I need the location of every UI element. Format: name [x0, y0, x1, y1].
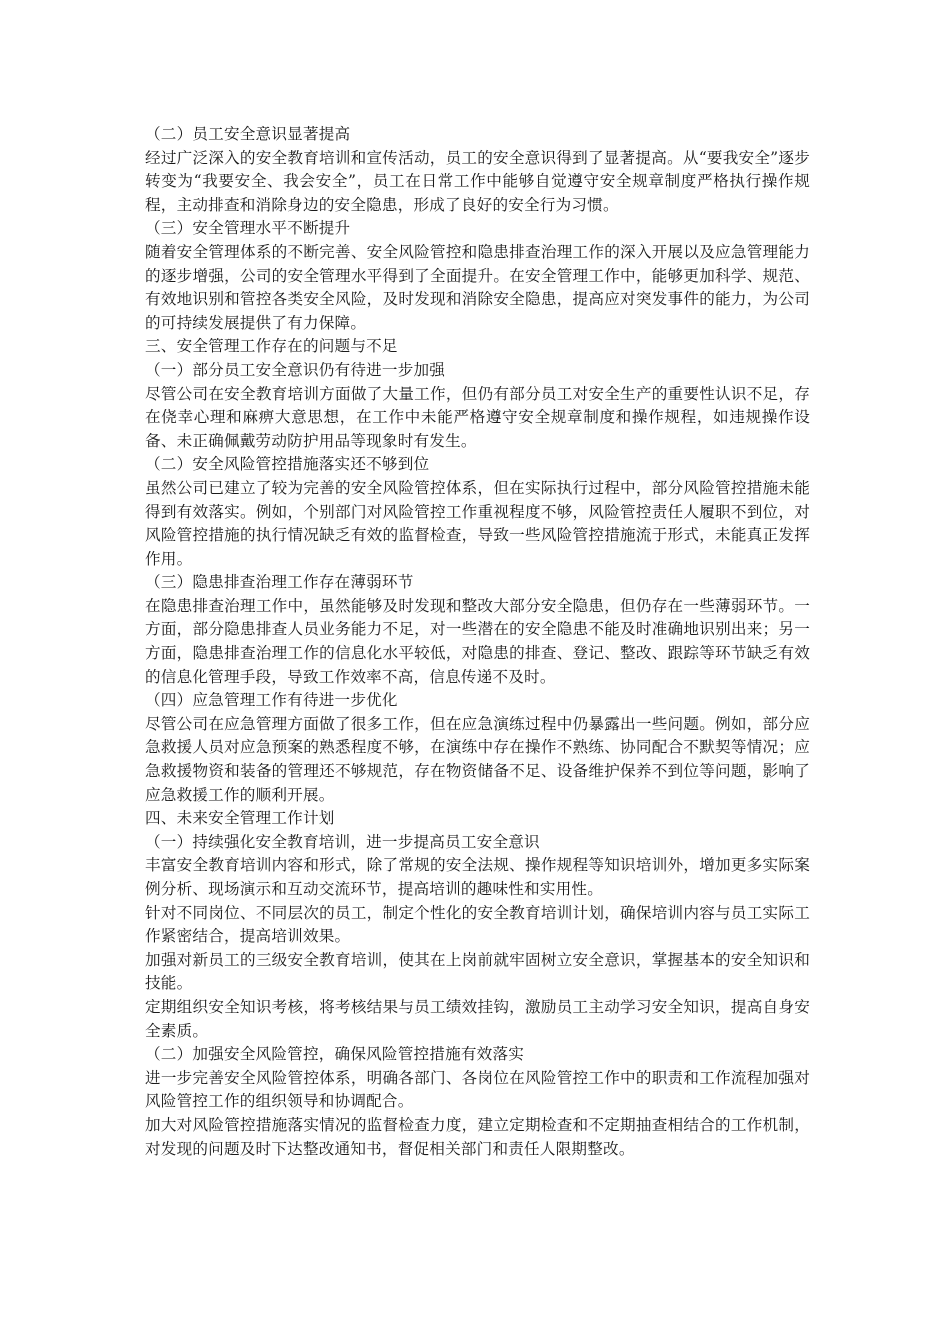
section-heading: 三、安全管理工作存在的问题与不足: [145, 337, 398, 356]
paragraph: 加强对新员工的三级安全教育培训，使其在上岗前就牢固树立安全意识，掌握基本的安全知识和技能。: [145, 950, 810, 993]
subheading: （三）安全管理水平不断提升: [145, 219, 351, 238]
subheading: （二）员工安全意识显著提高: [145, 125, 351, 143]
subheading: （二）安全风险管控措施落实还不够到位: [145, 455, 430, 474]
paragraph: 尽管公司在安全教育培训方面做了大量工作，但仍有部分员工对安全生产的重要性认识不足，存在侥幸心理和麻痹大意思想，在工作中未能严格遵守安全规章制度和操作规程，如违规操作设备、未正确佩戴劳动防护用品等现象时有发生。: [145, 384, 810, 450]
subheading: （二）加强安全风险管控，确保风险管控措施有效落实: [145, 1045, 525, 1064]
paragraph: 针对不同岗位、不同层次的员工，制定个性化的安全教育培训计划，确保培训内容与员工实际工作紧密结合，提高培训效果。: [145, 903, 810, 946]
paragraph: 加大对风险管控措施落实情况的监督检查力度，建立定期检查和不定期抽查相结合的工作机制，对发现的问题及时下达整改通知书，督促相关部门和责任人限期整改。: [145, 1115, 810, 1158]
document-body: [145, 123, 810, 1161]
section-heading: 四、未来安全管理工作计划: [145, 809, 335, 828]
subheading: （一）部分员工安全意识仍有待进一步加强: [145, 360, 446, 379]
subheading: （一）持续强化安全教育培训，进一步提高员工安全意识: [145, 832, 540, 851]
paragraph: 虽然公司已建立了较为完善的安全风险管控体系，但在实际执行过程中，部分风险管控措施未能得到有效落实。例如，个别部门对风险管控工作重视程度不够，风险管控责任人履职不到位，对风险管控措施的执行情况缺乏有效的监督检查，导致一些风险管控措施流于形式，未能真正发挥作用。: [145, 478, 810, 568]
subheading: （三）隐患排查治理工作存在薄弱环节: [145, 573, 414, 592]
paragraph: 尽管公司在应急管理方面做了很多工作，但在应急演练过程中仍暴露出一些问题。例如，部分应急救援人员对应急预案的熟悉程度不够，在演练中存在操作不熟练、协同配合不默契等情况；应急救援物资和装备的管理还不够规范，存在物资储备不足、设备维护保养不到位等问题，影响了应急救援工作的顺利开展。: [145, 714, 810, 804]
paragraph: 定期组织安全知识考核，将考核结果与员工绩效挂钩，激励员工主动学习安全知识，提高自身安全素质。: [145, 997, 810, 1040]
paragraph: 在隐患排查治理工作中，虽然能够及时发现和整改大部分安全隐患，但仍存在一些薄弱环节。一方面，部分隐患排查人员业务能力不足，对一些潜在的安全隐患不能及时准确地识别出来；另一方面，隐患排查治理工作的信息化水平较低，对隐患的排查、登记、整改、跟踪等环节缺乏有效的信息化管理手段，导致工作效率不高，信息传递不及时。: [145, 596, 810, 686]
paragraph: 随着安全管理体系的不断完善、安全风险管控和隐患排查治理工作的深入开展以及应急管理能力的逐步增强，公司的安全管理水平得到了全面提升。在安全管理工作中，能够更加科学、规范、有效地识别和管控各类安全风险，及时发现和消除安全隐患，提高应对突发事件的能力，为公司的可持续发展提供了有力保障。: [145, 242, 810, 332]
paragraph: 丰富安全教育培训内容和形式，除了常规的安全法规、操作规程等知识培训外，增加更多实际案例分析、现场演示和互动交流环节，提高培训的趣味性和实用性。: [145, 856, 810, 898]
subheading: （四）应急管理工作有待进一步优化: [145, 691, 398, 710]
paragraph: 经过广泛深入的安全教育培训和宣传活动，员工的安全意识得到了显著提高。从“要我安全”逐步转变为“我要安全、我会安全”，员工在日常工作中能够自觉遵守安全规章制度严格执行操作规程，主动排查和消除身边的安全隐患，形成了良好的安全行为习惯。: [145, 148, 810, 214]
paragraph: 进一步完善安全风险管控体系，明确各部门、各岗位在风险管控工作中的职责和工作流程加强对风险管控工作的组织领导和协调配合。: [145, 1068, 810, 1111]
